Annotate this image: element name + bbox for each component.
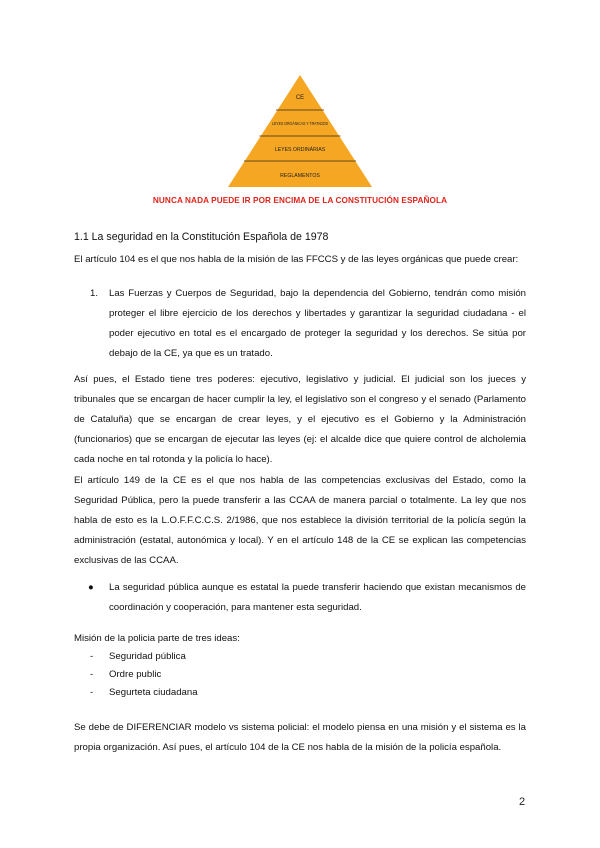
list-item-text: Las Fuerzas y Cuerpos de Seguridad, bajo la dependencia del Gobierno, tendrán como misión proteger el libre ejercicio de los derechos y libertades y garantizar la seguridad ciudadana - el poder ejecutivo en total es el encargado de proteger la seguridad y los derechos. Se sitúa por debajo de la CE, ya que es un tratado. bbox=[109, 288, 526, 359]
paragraph-state-powers: Así pues, el Estado tiene tres poderes: ejecutivo, legislativo y judicial. El judicial son los jueces y tribunales que se encargan de hacer cumplir la ley, el legislativo son el congreso y el senado (Parlamento de Cataluña) que se encargan de crear leyes, y el ejecutivo es el Gobierno y la Administración (funcionarios) que se encargan de ejecutar las leyes (ej: el alcalde dice que quiere control de alcholemia cada noche en tal rotonda y la policía lo hace). bbox=[74, 374, 526, 465]
bullet-dot-icon: ● bbox=[88, 582, 94, 593]
paragraph-article-104: El artículo 104 es el que nos habla de la misión de las FFCCS y de las leyes orgánicas que puede crear: bbox=[74, 254, 519, 265]
pyramid-level-organic-laws: LEYES ORGÁNICAS Y TRATADOS bbox=[272, 121, 346, 126]
list-item bbox=[74, 684, 374, 702]
list-item-text: Segurteta ciudadana bbox=[109, 687, 198, 698]
list-number: 1. bbox=[90, 288, 99, 299]
mission-list bbox=[74, 648, 374, 702]
dash-marker: - bbox=[90, 651, 94, 662]
hierarchy-pyramid-diagram bbox=[228, 75, 372, 189]
page-number: 2 bbox=[519, 796, 526, 808]
bullet-item-text: La seguridad pública aunque es estatal la puede transferir haciendo que existan mecanismos de coordinación y cooperación, para mantener esta seguridad. bbox=[109, 582, 526, 613]
dash-marker: - bbox=[90, 669, 94, 680]
mission-intro: Misión de la policia parte de tres ideas: bbox=[74, 633, 240, 644]
list-item-text: Seguridad pública bbox=[109, 651, 186, 662]
list-item bbox=[74, 648, 374, 666]
pyramid-shape bbox=[228, 75, 372, 187]
pyramid-caption: NUNCA NADA PUEDE IR POR ENCIMA DE LA CONSTITUCIÓN ESPAÑOLA bbox=[152, 196, 448, 205]
list-item-text: Ordre public bbox=[109, 669, 162, 680]
pyramid-level-ce: CE bbox=[295, 95, 305, 101]
dash-marker: - bbox=[90, 687, 94, 698]
pyramid-level-regulations: REGLAMENTOS bbox=[280, 173, 320, 179]
paragraph-article-149: El artículo 149 de la CE es el que nos habla de las competencias exclusivas del Estado, como la Seguridad Pública, pero la puede transferir a las CCAA de manera parcial o totalmente. La ley que nos habla de esto es la L.O.F.F.C.C.S. 2/1986, que nos establece la división territorial de la policía según la administración (estatal, autonómica y local). Y en el artículo 148 de la CE se explican las competencias exclusivas de las CCAA. bbox=[74, 475, 526, 566]
paragraph-model-vs-system: Se debe de DIFERENCIAR modelo vs sistema policial: el modelo piensa en una misión y el sistema es la propia organización. Así pues, el artículo 104 de la CE nos habla de la misión de la policía española. bbox=[74, 722, 526, 753]
pyramid-level-ordinary-laws: LEYES ORDINÁRIAS bbox=[274, 147, 326, 153]
section-heading: 1.1 La seguridad en la Constitución Española de 1978 bbox=[74, 231, 329, 243]
list-item bbox=[74, 666, 374, 684]
